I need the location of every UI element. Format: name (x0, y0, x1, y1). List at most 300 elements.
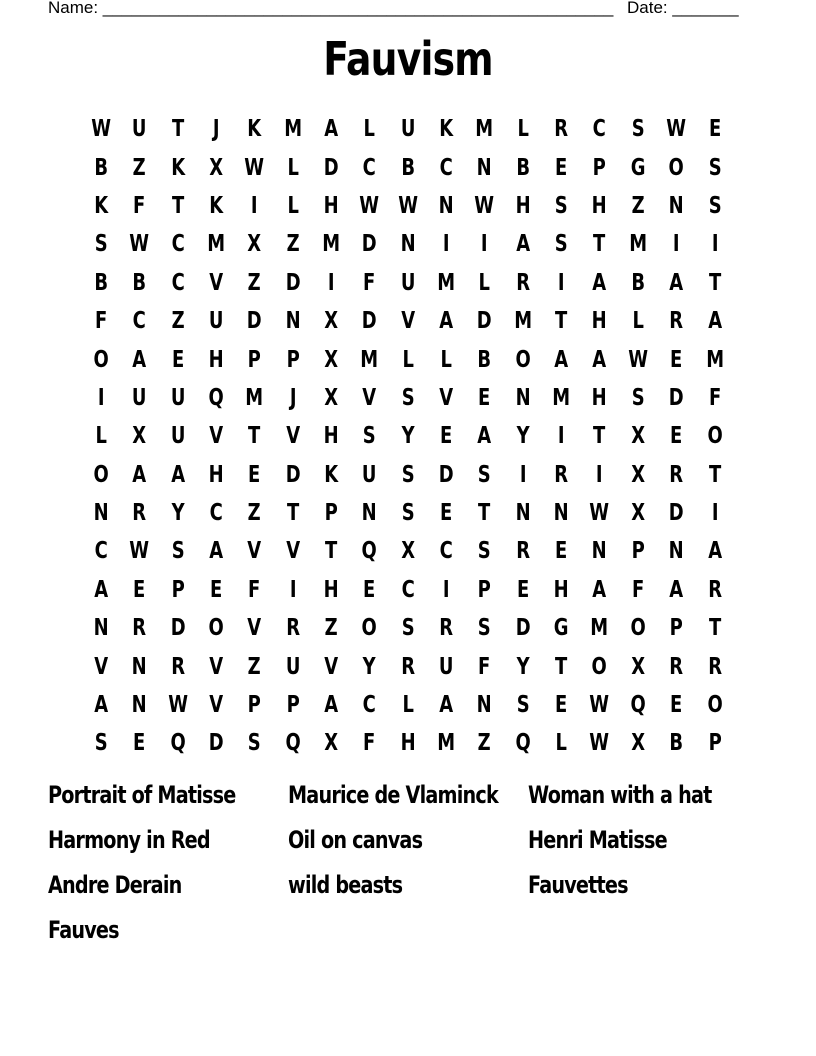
grid-letter: R (669, 653, 684, 680)
grid-letter: K (324, 461, 339, 488)
grid-letter: S (478, 538, 492, 565)
grid-letter: E (133, 730, 146, 757)
grid-letter: Z (631, 192, 645, 219)
grid-letter: Z (248, 653, 262, 680)
grid-letter: Y (171, 500, 185, 527)
grid-letter: E (171, 346, 184, 373)
grid-letter: C (439, 538, 453, 565)
grid-letter: E (555, 692, 568, 719)
grid-letter: V (209, 692, 224, 719)
grid-letter: H (323, 576, 339, 603)
grid-row (82, 532, 734, 570)
grid-row (82, 302, 734, 340)
grid-letter: Z (133, 154, 147, 181)
grid-letter: X (209, 154, 224, 181)
grid-row (82, 456, 734, 494)
grid-letter: B (94, 269, 109, 296)
grid-letter: B (631, 269, 645, 296)
grid-letter: F (708, 384, 721, 411)
grid-row (82, 225, 734, 263)
grid-letter: S (708, 154, 722, 181)
grid-letter: U (132, 384, 147, 411)
grid-letter: S (631, 384, 645, 411)
grid-letter: D (362, 308, 378, 335)
grid-letter: F (95, 308, 108, 335)
grid-letter: N (515, 500, 531, 527)
grid-letter: M (437, 730, 456, 757)
grid-letter: W (474, 192, 495, 219)
grid-letter: B (401, 154, 415, 181)
grid-letter: A (132, 461, 147, 488)
grid-letter: I (557, 269, 565, 296)
grid-letter: F (631, 576, 645, 603)
grid-letter: X (631, 500, 645, 527)
grid-letter: H (208, 346, 224, 373)
grid-letter: N (285, 308, 301, 335)
grid-letter: M (360, 346, 379, 373)
grid-row (82, 110, 734, 148)
grid-letter: P (247, 346, 262, 373)
grid-letter: Y (401, 423, 415, 450)
grid-letter: V (209, 269, 224, 296)
grid-letter: W (129, 538, 150, 565)
grid-letter: S (401, 615, 415, 642)
grid-letter: I (97, 384, 105, 411)
grid-letter: W (129, 231, 150, 258)
grid-letter: Q (630, 692, 646, 719)
grid-letter: I (481, 231, 488, 258)
grid-letter: I (327, 269, 335, 296)
name-field-label: Name: ______________________________________________________ (48, 0, 614, 17)
grid-letter: L (440, 346, 452, 373)
word-bank-item: Oil on canvas (288, 825, 423, 854)
grid-letter: X (247, 231, 262, 258)
grid-letter: O (515, 346, 531, 373)
grid-letter: A (669, 576, 684, 603)
grid-letter: R (669, 461, 684, 488)
grid-letter: A (324, 116, 339, 143)
grid-letter: I (557, 423, 565, 450)
grid-letter: N (477, 692, 493, 719)
grid-letter: D (438, 461, 454, 488)
grid-letter: E (248, 461, 261, 488)
grid-letter: K (170, 154, 185, 181)
grid-letter: L (478, 269, 491, 296)
grid-letter: S (171, 538, 185, 565)
grid-letter: M (705, 346, 724, 373)
grid-letter: T (248, 423, 261, 450)
word-bank-row (48, 862, 768, 907)
grid-letter: W (628, 346, 648, 373)
grid-letter: U (400, 116, 416, 143)
grid-letter: O (361, 615, 378, 642)
grid-letter: Y (516, 423, 530, 450)
grid-letter: L (95, 423, 107, 450)
grid-letter: D (285, 269, 301, 296)
grid-letter: W (589, 730, 610, 757)
grid-letter: L (402, 346, 414, 373)
word-bank-row (48, 817, 768, 862)
grid-letter: V (209, 653, 224, 680)
grid-letter: O (630, 615, 646, 642)
grid-letter: X (324, 346, 339, 373)
grid-letter: W (244, 154, 265, 181)
grid-row (82, 647, 734, 685)
grid-letter: B (516, 154, 530, 181)
grid-letter: O (707, 692, 723, 719)
grid-letter: T (478, 500, 491, 527)
grid-row (82, 340, 734, 378)
grid-letter: T (708, 615, 721, 642)
grid-letter: M (590, 615, 609, 642)
grid-letter: A (439, 308, 454, 335)
grid-letter: F (363, 730, 376, 757)
grid-letter: B (477, 346, 492, 373)
grid-letter: M (322, 231, 341, 258)
grid-letter: D (362, 231, 378, 258)
grid-letter: U (362, 461, 377, 488)
word-bank-item: Harmony in Red (48, 825, 210, 854)
grid-letter: A (516, 231, 530, 258)
grid-letter: O (592, 653, 608, 680)
grid-letter: A (477, 423, 492, 450)
grid-letter: C (362, 154, 377, 181)
grid-letter: H (323, 192, 339, 219)
grid-letter: X (631, 423, 645, 450)
grid-row (82, 417, 734, 455)
grid-letter: Q (208, 384, 224, 411)
letter-grid (82, 110, 734, 763)
grid-letter: I (251, 192, 258, 219)
grid-letter: A (209, 538, 224, 565)
grid-letter: F (363, 269, 376, 296)
grid-letter: R (516, 538, 530, 565)
grid-letter: R (132, 615, 147, 642)
grid-letter: V (362, 384, 377, 411)
grid-letter: R (439, 615, 454, 642)
grid-letter: V (324, 653, 339, 680)
word-bank-item: Fauves (48, 915, 119, 944)
grid-letter: R (516, 269, 530, 296)
grid-letter: H (515, 192, 531, 219)
grid-letter: P (478, 576, 492, 603)
grid-letter: A (669, 269, 684, 296)
grid-letter: A (707, 538, 722, 565)
grid-letter: U (285, 653, 301, 680)
grid-letter: L (555, 730, 568, 757)
grid-letter: B (94, 154, 109, 181)
grid-letter: T (171, 116, 184, 143)
grid-letter: U (438, 653, 454, 680)
grid-letter: M (514, 308, 532, 335)
grid-letter: K (94, 192, 109, 219)
grid-letter: S (401, 461, 415, 488)
grid-letter: N (438, 192, 454, 219)
grid-letter: S (554, 231, 568, 258)
grid-letter: M (437, 269, 456, 296)
grid-letter: T (708, 461, 721, 488)
grid-letter: R (707, 653, 722, 680)
grid-letter: N (93, 500, 109, 527)
grid-letter: N (668, 538, 684, 565)
grid-letter: S (94, 231, 108, 258)
grid-letter: N (132, 692, 148, 719)
grid-letter: H (592, 192, 608, 219)
grid-letter: B (669, 730, 684, 757)
grid-letter: I (519, 461, 527, 488)
grid-letter: W (359, 192, 380, 219)
grid-letter: H (592, 308, 608, 335)
grid-letter: P (708, 730, 722, 757)
grid-row (82, 494, 734, 532)
grid-letter: X (631, 461, 645, 488)
grid-letter: N (592, 538, 608, 565)
grid-letter: F (248, 576, 261, 603)
grid-letter: A (94, 692, 109, 719)
grid-letter: I (596, 461, 603, 488)
grid-letter: C (209, 500, 223, 527)
grid-letter: E (708, 116, 721, 143)
grid-letter: N (477, 154, 493, 181)
grid-letter: C (171, 269, 185, 296)
grid-letter: F (478, 653, 491, 680)
grid-row (82, 609, 734, 647)
grid-letter: O (208, 615, 224, 642)
grid-letter: E (210, 576, 223, 603)
grid-letter: X (631, 653, 645, 680)
grid-letter: D (208, 730, 224, 757)
grid-letter: N (132, 653, 148, 680)
grid-letter: N (553, 500, 569, 527)
grid-letter: O (707, 423, 723, 450)
grid-letter: E (670, 346, 683, 373)
grid-row (82, 686, 734, 724)
grid-letter: X (324, 730, 339, 757)
grid-letter: O (93, 346, 109, 373)
grid-row (82, 571, 734, 609)
grid-letter: H (208, 461, 224, 488)
grid-letter: C (593, 116, 607, 143)
grid-letter: R (707, 576, 722, 603)
grid-letter: T (555, 308, 568, 335)
grid-letter: S (708, 192, 722, 219)
grid-letter: W (589, 692, 610, 719)
grid-letter: R (401, 653, 415, 680)
word-bank-item: Maurice de Vlaminck (288, 780, 498, 809)
grid-row (82, 148, 734, 186)
grid-letter: A (592, 346, 607, 373)
grid-letter: D (323, 154, 339, 181)
grid-letter: C (94, 538, 108, 565)
grid-letter: D (285, 461, 301, 488)
grid-letter: L (287, 154, 299, 181)
grid-letter: Q (285, 730, 301, 757)
grid-row (82, 264, 734, 302)
grid-letter: P (286, 346, 300, 373)
grid-letter: U (170, 423, 186, 450)
grid-letter: P (247, 692, 262, 719)
grid-letter: E (516, 576, 530, 603)
grid-letter: D (668, 500, 684, 527)
grid-letter: A (94, 576, 109, 603)
grid-letter: R (170, 653, 185, 680)
grid-letter: I (289, 576, 297, 603)
grid-letter: T (593, 423, 606, 450)
grid-letter: E (478, 384, 491, 411)
grid-letter: K (247, 116, 262, 143)
grid-letter: E (133, 576, 146, 603)
grid-letter: P (324, 500, 338, 527)
grid-letter: M (475, 116, 494, 143)
grid-letter: T (286, 500, 300, 527)
grid-letter: K (209, 192, 224, 219)
grid-letter: H (592, 384, 608, 411)
grid-letter: L (517, 116, 529, 143)
grid-letter: E (670, 692, 683, 719)
grid-row (82, 379, 734, 417)
grid-letter: S (478, 615, 492, 642)
grid-row (82, 724, 734, 762)
grid-letter: O (668, 154, 684, 181)
grid-letter: W (167, 692, 188, 719)
grid-letter: P (171, 576, 185, 603)
grid-letter: N (515, 384, 531, 411)
grid-letter: C (132, 308, 147, 335)
grid-letter: S (478, 461, 492, 488)
grid-letter: V (285, 423, 300, 450)
grid-letter: A (439, 692, 454, 719)
grid-letter: U (132, 116, 147, 143)
page-title: Fauvism (323, 32, 493, 86)
grid-letter: M (245, 384, 264, 411)
grid-letter: R (554, 116, 569, 143)
grid-letter: R (669, 308, 684, 335)
grid-letter: I (711, 231, 719, 258)
grid-letter: C (362, 692, 377, 719)
grid-letter: P (286, 692, 300, 719)
grid-row (82, 187, 734, 225)
grid-letter: V (400, 308, 415, 335)
grid-letter: A (170, 461, 185, 488)
grid-letter: N (93, 615, 109, 642)
grid-letter: E (440, 423, 453, 450)
grid-letter: C (171, 231, 185, 258)
word-bank-item: Henri Matisse (528, 825, 667, 854)
grid-letter: P (593, 154, 607, 181)
grid-letter: M (207, 231, 226, 258)
grid-letter: E (440, 500, 453, 527)
grid-letter: V (439, 384, 454, 411)
grid-letter: X (324, 384, 339, 411)
grid-letter: L (287, 192, 299, 219)
grid-letter: D (668, 384, 684, 411)
grid-letter: X (631, 730, 645, 757)
grid-letter: I (442, 576, 450, 603)
grid-letter: R (554, 461, 569, 488)
grid-letter: V (209, 423, 224, 450)
grid-letter: A (132, 346, 147, 373)
grid-letter: E (670, 423, 683, 450)
grid-letter: N (362, 500, 378, 527)
grid-letter: D (247, 308, 262, 335)
grid-letter: I (442, 231, 450, 258)
grid-letter: L (363, 116, 376, 143)
grid-letter: E (555, 538, 568, 565)
grid-letter: S (631, 116, 645, 143)
grid-letter: Y (363, 653, 377, 680)
grid-letter: T (325, 538, 338, 565)
grid-letter: K (439, 116, 454, 143)
grid-letter: I (711, 500, 719, 527)
grid-letter: Z (324, 615, 338, 642)
grid-letter: D (515, 615, 531, 642)
grid-letter: U (400, 269, 416, 296)
grid-letter: A (324, 692, 339, 719)
grid-letter: V (247, 538, 262, 565)
grid-letter: T (708, 269, 721, 296)
grid-letter: T (593, 231, 606, 258)
word-bank-item: Woman with a hat (528, 780, 712, 809)
grid-letter: Z (478, 730, 492, 757)
grid-letter: W (398, 192, 418, 219)
grid-letter: R (132, 500, 147, 527)
grid-letter: F (133, 192, 146, 219)
grid-letter: I (672, 231, 680, 258)
grid-letter: J (212, 116, 220, 143)
grid-letter: H (400, 730, 416, 757)
grid-letter: Q (515, 730, 531, 757)
grid-letter: M (283, 116, 302, 143)
grid-letter: G (630, 154, 646, 181)
grid-letter: Q (361, 538, 378, 565)
grid-letter: J (289, 384, 297, 411)
grid-letter: P (669, 615, 683, 642)
grid-letter: Z (171, 308, 185, 335)
grid-letter: N (400, 231, 416, 258)
grid-letter: U (170, 384, 186, 411)
grid-letter: V (285, 538, 300, 565)
grid-letter: L (402, 692, 414, 719)
grid-letter: H (323, 423, 339, 450)
grid-letter: S (401, 384, 415, 411)
word-bank-item: wild beasts (288, 870, 403, 899)
grid-letter: S (248, 730, 262, 757)
word-bank-item: Fauvettes (528, 870, 628, 899)
grid-letter: M (629, 231, 647, 258)
grid-letter: C (401, 576, 415, 603)
grid-letter: C (439, 154, 453, 181)
grid-letter: V (247, 615, 262, 642)
grid-letter: T (171, 192, 184, 219)
grid-letter: S (401, 500, 415, 527)
grid-letter: R (285, 615, 300, 642)
grid-letter: A (592, 576, 607, 603)
word-bank (48, 772, 768, 952)
grid-letter: Z (286, 231, 300, 258)
word-bank-row (48, 772, 768, 817)
grid-letter: V (94, 653, 109, 680)
date-field-label: Date: _______ (627, 0, 739, 17)
grid-letter: A (554, 346, 569, 373)
grid-letter: S (516, 692, 530, 719)
grid-letter: Z (248, 269, 262, 296)
grid-letter: S (363, 423, 377, 450)
grid-letter: O (93, 461, 109, 488)
word-bank-row (48, 907, 768, 952)
grid-letter: S (554, 192, 568, 219)
grid-letter: N (668, 192, 684, 219)
grid-letter: S (94, 730, 108, 757)
